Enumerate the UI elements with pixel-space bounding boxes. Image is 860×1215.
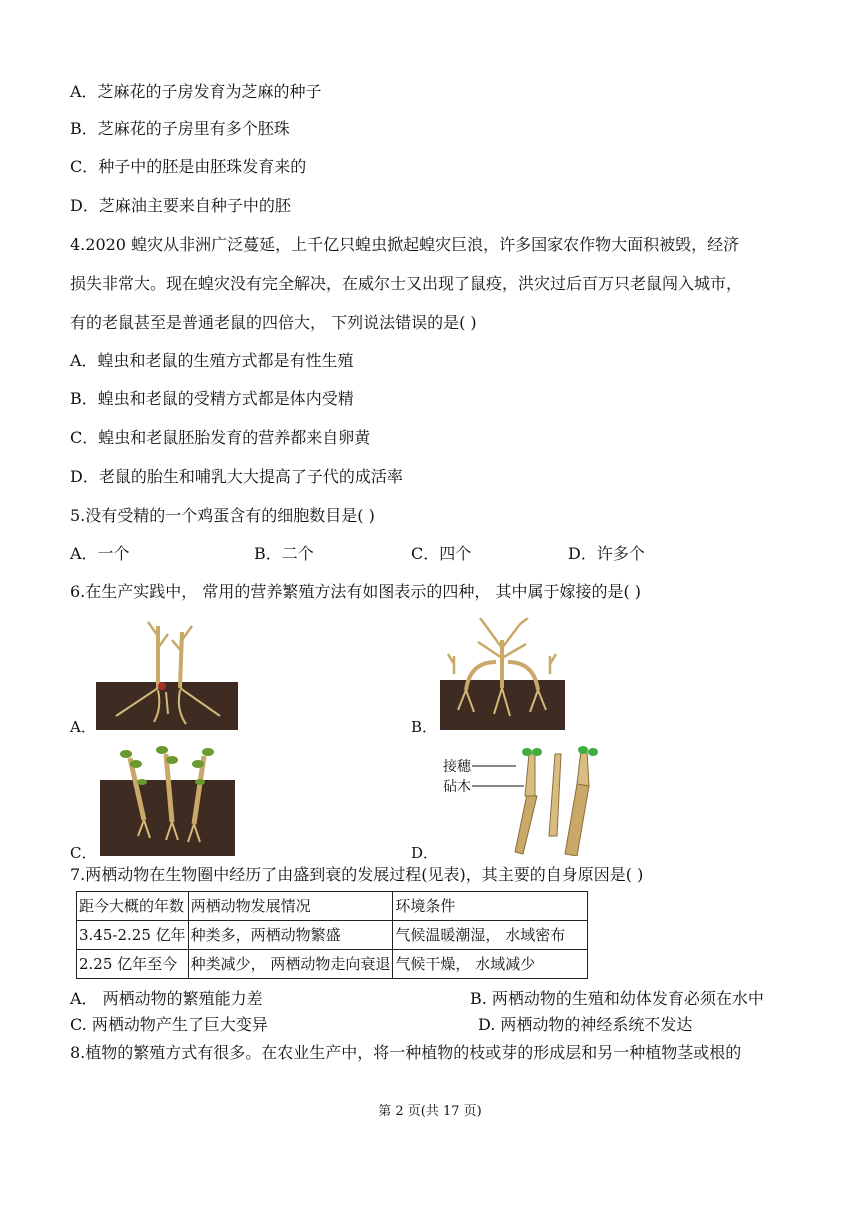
figure-c-cuttings	[100, 744, 235, 856]
table-row	[77, 950, 588, 979]
q5-option-c: C．四个	[411, 544, 472, 563]
q5-option-a: A．一个	[70, 544, 130, 563]
q4-stem-line-1: 4.2020 蝗灾从非洲广泛蔓延，上千亿只蝗虫掀起蝗灾巨浪，许多国家农作物大面积被毁，经济	[70, 235, 740, 254]
graft-scion-pointer	[472, 764, 516, 768]
table-cell: 气候温暖潮湿， 水域密布	[393, 921, 588, 950]
q3-option-d: D．芝麻油主要来自种子中的胚	[70, 196, 291, 215]
figure-c-label: C．	[70, 844, 97, 862]
q4-option-c: C．蝗虫和老鼠胚胎发育的营养都来自卵黄	[70, 428, 371, 447]
figure-d-grafting	[505, 744, 605, 856]
q7-option-a: A． 两栖动物的繁殖能力差	[70, 989, 263, 1008]
q4-stem-line-3: 有的老鼠甚至是普通老鼠的四倍大， 下列说法错误的是( )	[70, 313, 477, 332]
page-footer: 第 2 页(共 17 页)	[378, 1104, 482, 1119]
q7-option-d: D. 两栖动物的神经系统不发达	[478, 1015, 693, 1034]
graft-stock-label: 砧木	[443, 779, 471, 795]
table-header-cell: 环境条件	[393, 892, 588, 921]
q7-option-c: C. 两栖动物产生了巨大变异	[70, 1015, 268, 1034]
graft-scion-label: 接穗	[443, 759, 471, 775]
table-cell: 2.25 亿年至今	[77, 950, 189, 979]
graft-stock-pointer	[472, 784, 524, 788]
figure-a-layering	[96, 618, 238, 730]
table-header-row	[77, 892, 588, 921]
q4-option-d: D．老鼠的胎生和哺乳大大提高了子代的成活率	[70, 467, 403, 486]
q3-option-c: C．种子中的胚是由胚珠发育来的	[70, 157, 307, 176]
q5-option-b: B．二个	[254, 544, 314, 563]
table-header-cell: 距今大概的年数	[77, 892, 189, 921]
q5-option-d: D．许多个	[568, 544, 645, 563]
q4-option-a: A．蝗虫和老鼠的生殖方式都是有性生殖	[70, 351, 354, 370]
q8-stem: 8.植物的繁殖方式有很多。在农业生产中，将一种植物的枝或芽的形成层和另一种植物茎或根的	[70, 1043, 742, 1062]
table-cell: 气候干燥， 水域减少	[393, 950, 588, 979]
q7-stem: 7.两栖动物在生物圈中经历了由盛到衰的发展过程(见表)，其主要的自身原因是( )	[70, 865, 644, 884]
table-cell: 种类减少， 两栖动物走向衰退	[188, 950, 393, 979]
amphibian-table	[76, 891, 588, 979]
figure-a-label: A．	[70, 718, 96, 736]
table-cell: 3.45-2.25 亿年	[77, 921, 189, 950]
table-header-cell: 两栖动物发展情况	[188, 892, 393, 921]
figure-d-label: D．	[411, 844, 439, 862]
table-row	[77, 921, 588, 950]
q3-option-a: A．芝麻花的子房发育为芝麻的种子	[70, 82, 322, 101]
q6-stem: 6.在生产实践中， 常用的营养繁殖方法有如图表示的四种， 其中属于嫁接的是( )	[70, 582, 642, 601]
q7-option-b: B. 两栖动物的生殖和幼体发育必须在水中	[470, 989, 764, 1008]
q4-option-b: B．蝗虫和老鼠的受精方式都是体内受精	[70, 389, 354, 408]
q5-stem: 5.没有受精的一个鸡蛋含有的细胞数目是( )	[70, 506, 375, 525]
q3-option-b: B．芝麻花的子房里有多个胚珠	[70, 119, 290, 138]
table-cell: 种类多，两栖动物繁盛	[188, 921, 393, 950]
q4-stem-line-2: 损失非常大。现在蝗灾没有完全解决，在威尔士又出现了鼠疫，洪灾过后百万只老鼠闯入城市，	[70, 274, 743, 293]
figure-b-layering	[440, 618, 565, 730]
figure-b-label: B．	[411, 718, 438, 736]
